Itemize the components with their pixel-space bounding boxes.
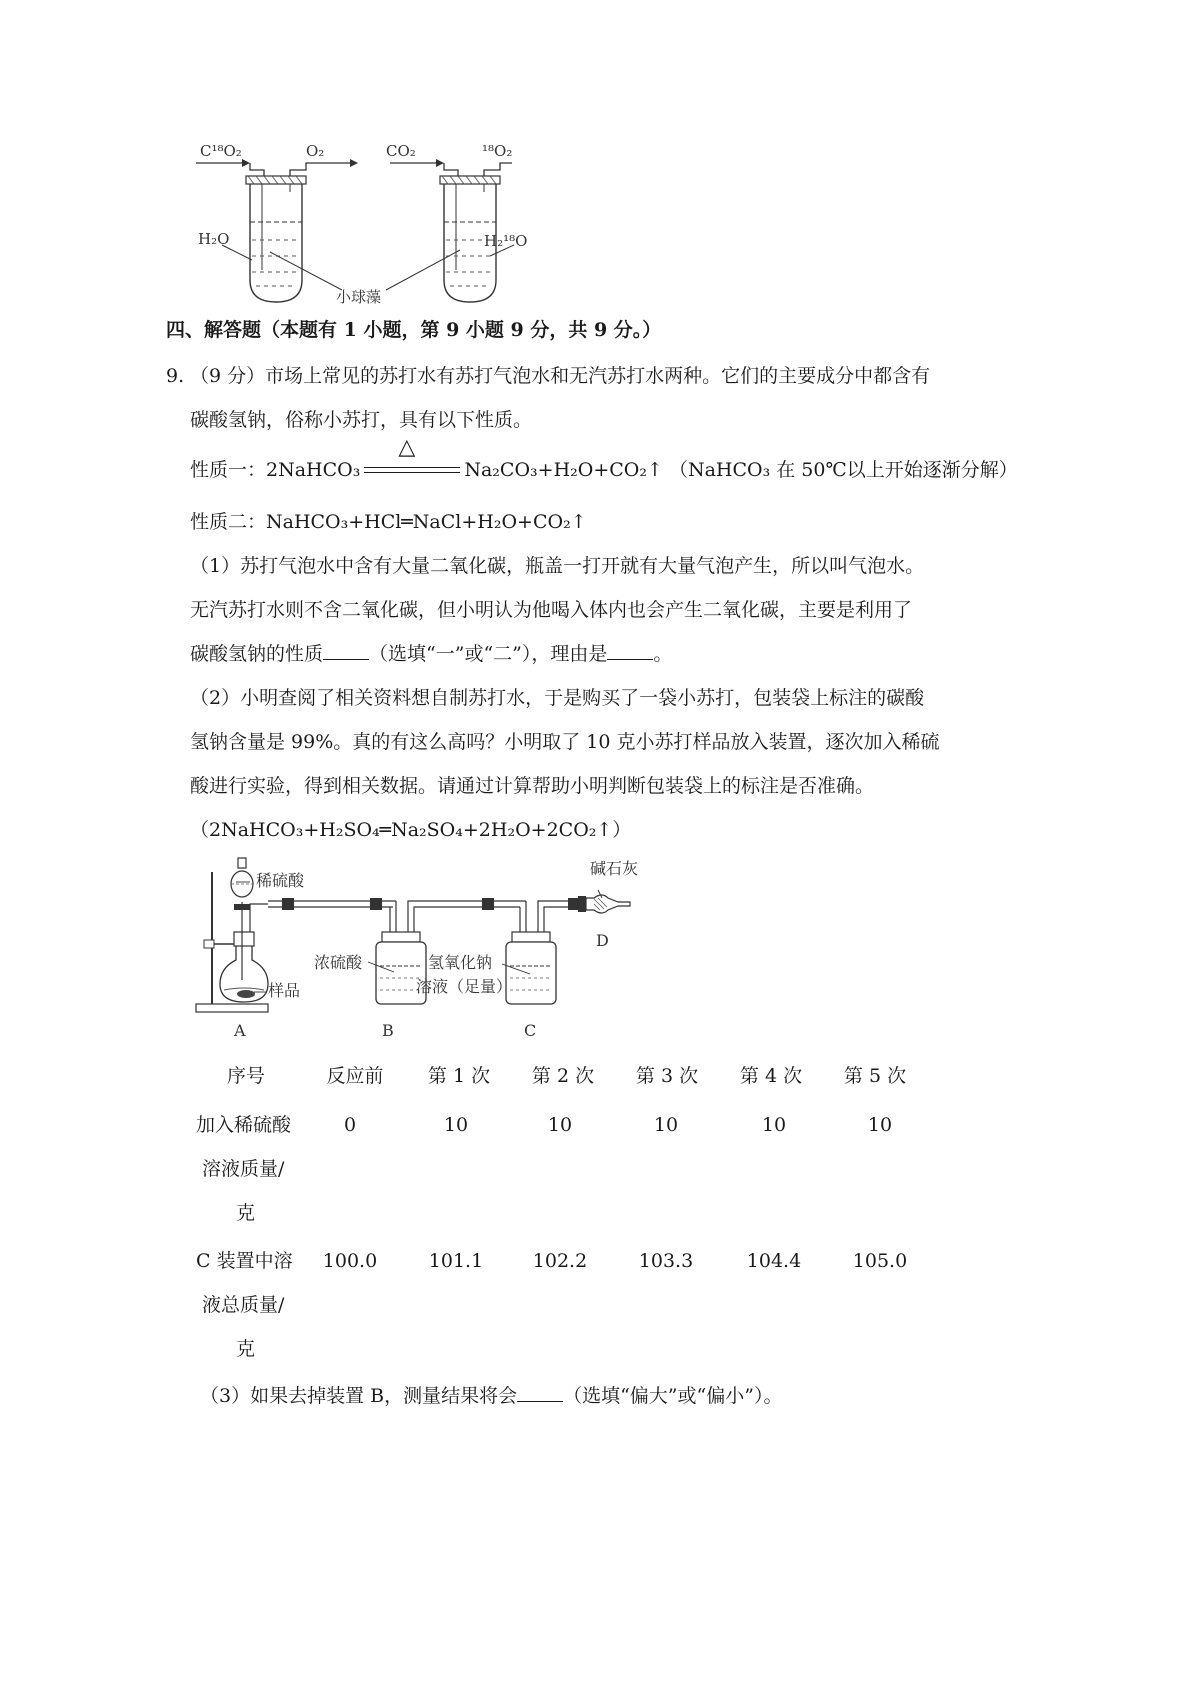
apparatus-d: [578, 890, 630, 913]
row2-label-line3: 克: [236, 1338, 256, 1360]
left-gas-out-label: O₂: [306, 142, 325, 160]
section-heading: 四、解答题（本题有 1 小题，第 9 小题 9 分，共 9 分。）: [166, 319, 662, 341]
photosynthesis-figure: [190, 130, 550, 310]
part1-line3-c: 。: [653, 643, 673, 665]
part3-line: [200, 1383, 782, 1409]
table-cell: 0: [343, 1114, 357, 1136]
right-gas-out-label: ¹⁸O₂: [482, 142, 513, 160]
table-cell: 102.2: [532, 1250, 588, 1272]
part2-line3: 酸进行实验，得到相关数据。请通过计算帮助小明判断包装袋上的标注是否准确。: [190, 775, 875, 797]
label-c: C: [524, 1021, 537, 1040]
heating-equals-sign: [360, 435, 464, 481]
property-one-reactant: 性质一：2NaHCO₃: [190, 459, 361, 481]
delta-symbol: △: [398, 435, 416, 460]
part1-line2: 无汽苏打水则不含二氧化碳，但小明认为他喝入体内也会产生二氧化碳，主要是利用了: [190, 599, 913, 621]
question-number: 9.: [166, 365, 185, 387]
part1-line1: （1）苏打气泡水中含有大量二氧化碳，瓶盖一打开就有大量气泡产生，所以叫气泡水。: [190, 555, 925, 577]
table-cell: 103.3: [638, 1250, 694, 1272]
question-text-line2: 碳酸氢钠，俗称小苏打，具有以下性质。: [190, 409, 533, 431]
table-cell: 10: [547, 1114, 573, 1136]
property-one-products: Na₂CO₃+H₂O+CO₂↑: [464, 459, 663, 481]
right-gas-in-label: CO₂: [386, 142, 416, 160]
table-cell: 10: [761, 1114, 787, 1136]
algae-pointer-left: [270, 252, 342, 290]
label-d: D: [596, 931, 609, 950]
left-gas-in-label: C¹⁸O₂: [200, 142, 242, 160]
table-header: 反应前: [326, 1065, 384, 1087]
label-b: B: [382, 1021, 394, 1040]
part2-line1: （2）小明查阅了相关资料想自制苏打水，于是购买了一袋小苏打，包装袋上标注的碳酸: [190, 687, 925, 709]
row2-label-line2: 液总质量/: [202, 1294, 285, 1316]
table-cell: 105.0: [852, 1250, 908, 1272]
part3-a: （3）如果去掉装置 B，测量结果将会: [200, 1385, 518, 1407]
part2-equation: （2NaHCO₃+H₂SO₄═Na₂SO₄+2H₂O+2CO₂↑）: [190, 819, 632, 841]
answer-blank-3[interactable]: [517, 1383, 563, 1402]
row2-label-line1: C 装置中溶: [196, 1250, 293, 1272]
question-text-line1: （9 分）市场上常见的苏打水有苏打气泡水和无汽苏打水两种。它们的主要成分中都含有: [190, 365, 931, 387]
right-test-tube: [390, 159, 514, 302]
table-header: 第 1 次: [427, 1065, 491, 1087]
label-naoh-1: 氢氧化钠: [428, 953, 493, 972]
part2-line2: 氢钠含量是 99%。真的有这么高吗？小明取了 10 克小苏打样品放入装置，逐次加入稀硫: [190, 731, 940, 753]
table-cell: 100.0: [322, 1250, 378, 1272]
row1-label-line1: 加入稀硫酸: [196, 1114, 292, 1136]
table-header: 第 3 次: [635, 1065, 699, 1087]
apparatus-figure: [190, 852, 650, 1044]
property-two: 性质二：NaHCO₃+HCl═NaCl+H₂O+CO₂↑: [190, 511, 587, 533]
left-liquid-label: H₂O: [198, 230, 230, 248]
table-header: 第 2 次: [531, 1065, 595, 1087]
property-one-note: （NaHCO₃ 在 50℃以上开始逐渐分解）: [668, 459, 1018, 481]
label-soda-lime: 碱石灰: [590, 859, 639, 878]
label-acid: 稀硫酸: [256, 871, 305, 890]
label-a: A: [234, 1021, 246, 1040]
table-header: 序号: [226, 1065, 265, 1087]
label-conc-acid: 浓硫酸: [314, 953, 363, 972]
row1-label-line3: 克: [236, 1202, 256, 1224]
answer-blank-2[interactable]: [607, 641, 653, 660]
algae-label: 小球藻: [336, 288, 382, 306]
part3-b: （选填“偏大”或“偏小”）。: [563, 1385, 783, 1407]
table-header: 第 4 次: [739, 1065, 803, 1087]
table-cell: 101.1: [428, 1250, 484, 1272]
row1-label-line2: 溶液质量/: [202, 1158, 285, 1180]
table-cell: 10: [653, 1114, 679, 1136]
answer-blank-1[interactable]: [323, 641, 369, 660]
table-cell: 10: [443, 1114, 469, 1136]
part1-line3-a: 碳酸氢钠的性质: [190, 643, 324, 665]
table-cell: 104.4: [746, 1250, 802, 1272]
table-header: 第 5 次: [843, 1065, 907, 1087]
right-liquid-label: H₂¹⁸O: [484, 232, 528, 250]
table-cell: 10: [867, 1114, 893, 1136]
label-sample: 样品: [268, 981, 301, 1000]
part1-line3: [190, 641, 672, 667]
label-naoh-2: 溶液（足量）: [416, 977, 513, 996]
algae-pointer-right: [386, 250, 460, 290]
part1-line3-b: （选填“一”或“二”），理由是: [369, 643, 608, 665]
property-one: [190, 435, 1018, 483]
